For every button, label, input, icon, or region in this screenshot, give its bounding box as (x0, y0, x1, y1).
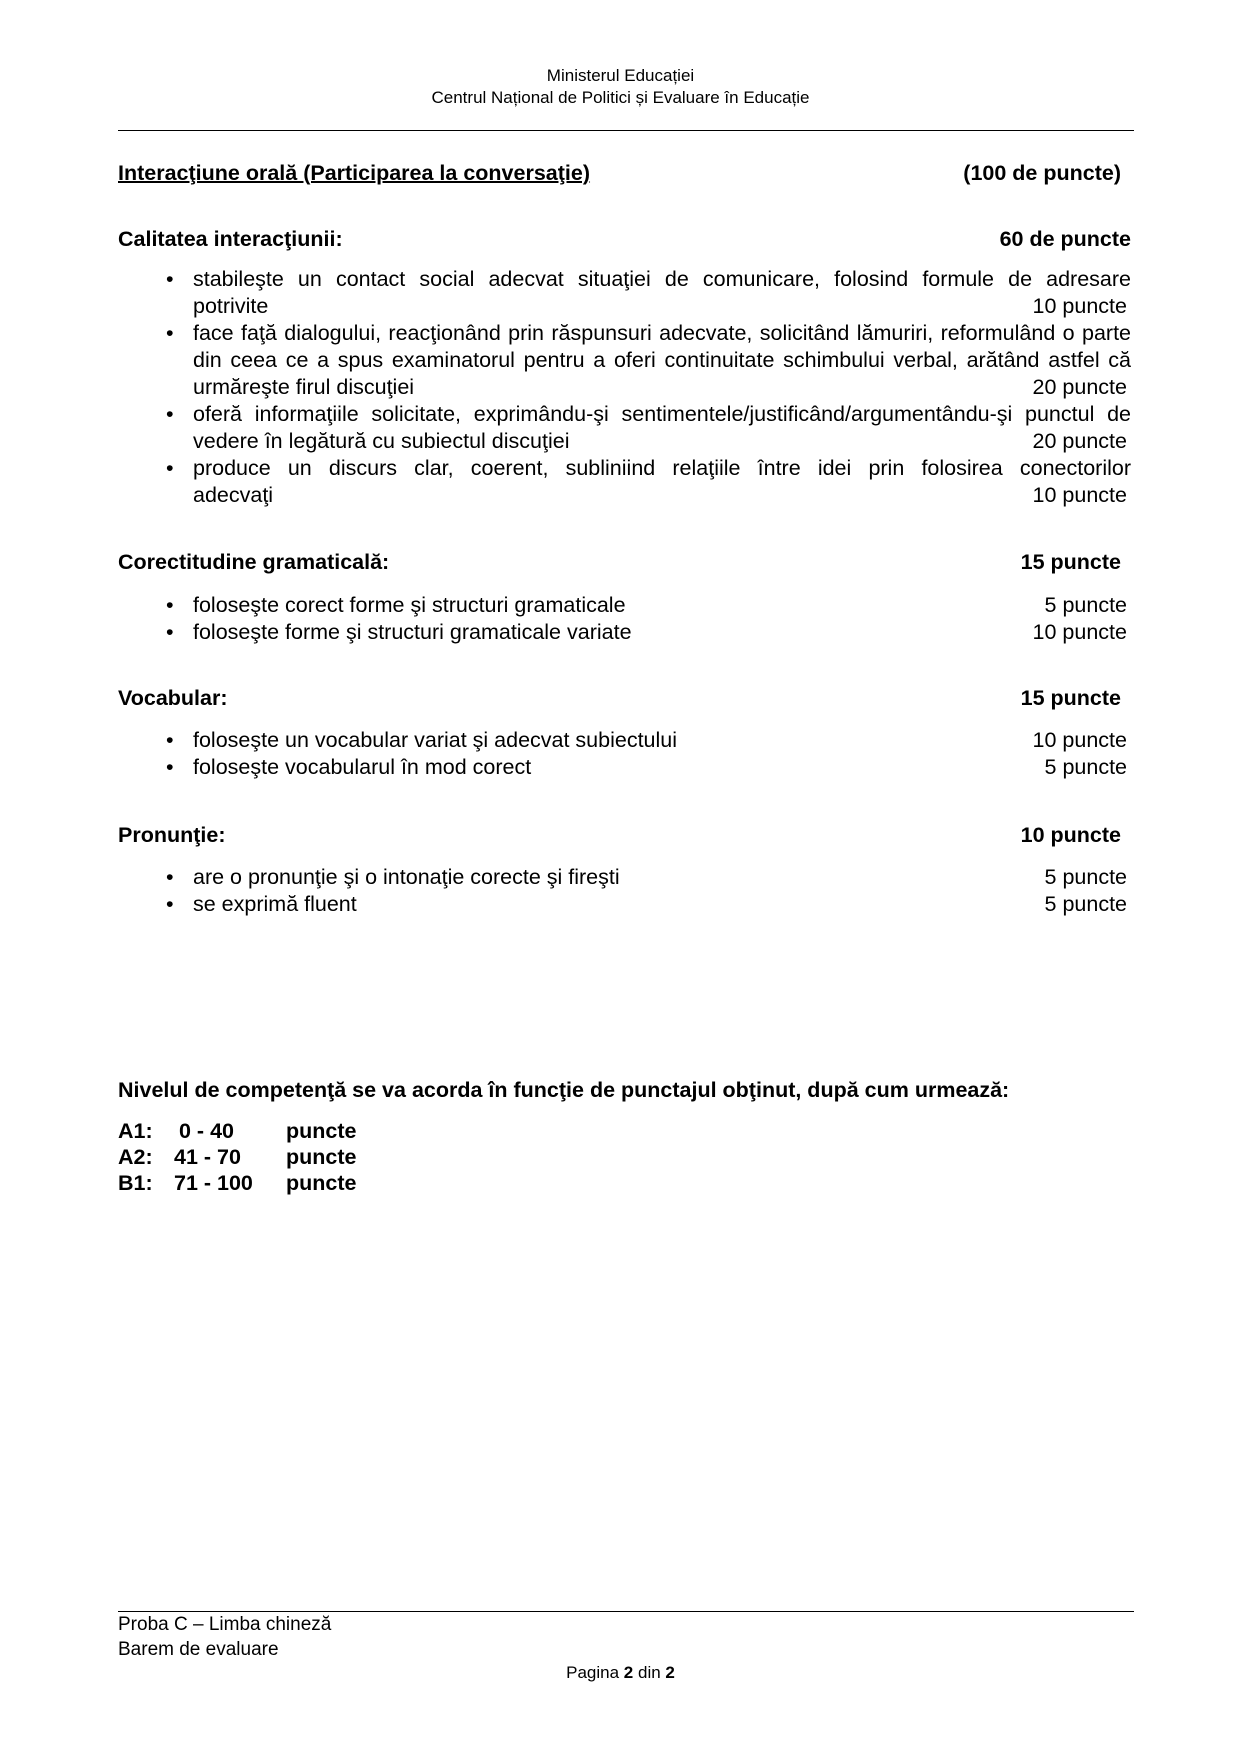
bullet-icon: • (166, 620, 174, 644)
item-points: 10 puncte (1032, 294, 1127, 318)
page-mid: din (637, 1663, 661, 1682)
level-unit: puncte (286, 1119, 357, 1143)
level-range: 0 - 40 (179, 1119, 234, 1143)
level-range: 71 - 100 (174, 1171, 253, 1195)
page-number (0, 1662, 1241, 1684)
page-prefix: Pagina (566, 1663, 620, 1682)
levels-table (118, 1118, 418, 1196)
level-label: B1: (118, 1171, 153, 1195)
section-title (118, 160, 1121, 187)
bullet-icon: • (166, 892, 174, 916)
list-item (166, 455, 1131, 509)
item-points: 10 puncte (1032, 483, 1127, 507)
bullet-icon: • (166, 267, 174, 291)
criterion-heading (118, 822, 1131, 849)
criterion-list (166, 266, 1131, 509)
header-center: Centrul Național de Politici și Evaluare în Educație (431, 88, 810, 107)
criterion-list (166, 727, 1131, 781)
page-total: 2 (665, 1663, 675, 1682)
item-points: 20 puncte (1032, 375, 1127, 399)
criterion-title: Pronunţie: (118, 823, 226, 847)
item-points: 10 puncte (1032, 728, 1127, 752)
list-item (166, 891, 1131, 918)
level-unit: puncte (286, 1171, 357, 1195)
criterion-points: 15 puncte (1020, 550, 1121, 574)
section-total-points: (100 de puncte) (963, 161, 1121, 185)
item-text: face faţă dialogului, reacţionând prin răspunsuri adecvate, solicitând lămuriri, reformulând o parte din ceea ce a spus examinatorul pentru a oferi continuitate schimbului verbal, arătând astfel că urmăreşte firul discuţiei (193, 321, 1131, 399)
criterion-title: Vocabular: (118, 686, 228, 710)
page-current: 2 (623, 1663, 634, 1682)
level-range: 41 - 70 (174, 1145, 241, 1169)
level-row (118, 1170, 418, 1196)
header-ministry: Ministerul Educației (546, 66, 695, 85)
list-item (166, 320, 1131, 401)
item-text: se exprimă fluent (193, 892, 357, 916)
item-text: oferă informaţiile solicitate, exprimându-şi sentimentele/justificând/argumentându-şi punctul de vedere în legătură cu subiectul discuţiei (193, 402, 1131, 453)
criterion-points: 15 puncte (1020, 686, 1121, 710)
level-row (118, 1118, 418, 1144)
criterion-list (166, 592, 1131, 646)
item-text: produce un discurs clar, coerent, subliniind relaţiile între idei prin folosirea conectorilor adecvaţi (193, 456, 1131, 507)
item-points: 5 puncte (1044, 892, 1127, 916)
footer-doc-type: Barem de evaluare (118, 1639, 279, 1660)
item-text: are o pronunţie şi o intonaţie corecte şi fireşti (193, 865, 620, 889)
level-label: A2: (118, 1145, 153, 1169)
list-item (166, 592, 1131, 619)
item-text: foloseşte corect forme şi structuri gramaticale (193, 593, 626, 617)
item-points: 5 puncte (1044, 593, 1127, 617)
section-title-text: Interacţiune orală (Participarea la conversaţie) (118, 161, 591, 185)
list-item (166, 266, 1131, 320)
bullet-icon: • (166, 321, 174, 345)
criterion-points: 10 puncte (1020, 823, 1121, 847)
criterion-heading (118, 685, 1131, 712)
list-item (166, 619, 1131, 646)
footer-divider (118, 1611, 1134, 1612)
item-points: 5 puncte (1044, 865, 1127, 889)
criterion-heading (118, 226, 1131, 253)
list-item (166, 401, 1131, 455)
list-item (166, 864, 1131, 891)
item-points: 10 puncte (1032, 620, 1127, 644)
header-divider (118, 130, 1134, 131)
criterion-title: Calitatea interacţiunii: (118, 227, 343, 251)
criterion-heading (118, 549, 1131, 576)
bullet-icon: • (166, 593, 174, 617)
item-text: stabileşte un contact social adecvat situaţiei de comunicare, folosind formule de adresare potrivite (193, 267, 1131, 318)
bullet-icon: • (166, 728, 174, 752)
bullet-icon: • (166, 456, 174, 480)
list-item (166, 727, 1131, 754)
criterion-points: 60 de puncte (999, 227, 1131, 251)
footer-exam: Proba C – Limba chineză (118, 1614, 332, 1635)
item-text: foloseşte un vocabular variat şi adecvat subiectului (193, 728, 678, 752)
item-text: foloseşte vocabularul în mod corect (193, 755, 532, 779)
item-points: 5 puncte (1044, 755, 1127, 779)
bullet-icon: • (166, 755, 174, 779)
list-item (166, 754, 1131, 781)
level-unit: puncte (286, 1145, 357, 1169)
level-label: A1: (118, 1119, 153, 1143)
level-row (118, 1144, 418, 1170)
criterion-list (166, 864, 1131, 918)
bullet-icon: • (166, 865, 174, 889)
criterion-title: Corectitudine gramaticală: (118, 550, 390, 574)
item-text: foloseşte forme şi structuri gramaticale variate (193, 620, 632, 644)
item-points: 20 puncte (1032, 429, 1127, 453)
bullet-icon: • (166, 402, 174, 426)
levels-intro: Nivelul de competenţă se va acorda în funcţie de punctajul obţinut, după cum urmează: (118, 1078, 1010, 1102)
